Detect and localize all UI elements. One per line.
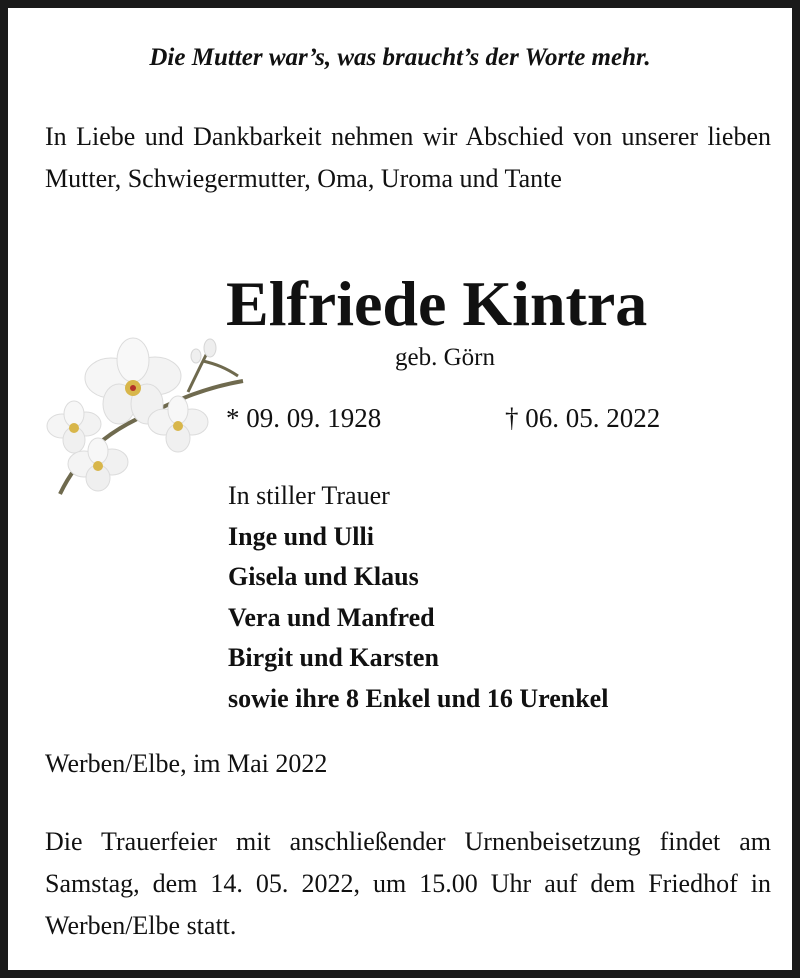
mourners-block bbox=[228, 476, 608, 719]
mourner-name: Vera und Manfred bbox=[228, 602, 435, 632]
deceased-name: Elfriede Kintra bbox=[226, 268, 648, 339]
mourner-name: Birgit und Karsten bbox=[228, 643, 439, 672]
orchid-icon bbox=[38, 326, 253, 501]
funeral-notice: Die Trauerfeier mit anschließender Urnenbeisetzung findet am Samstag, dem 14. 05. 2022, um 15.00 Uhr auf dem Friedhof in Werben/Elbe statt. bbox=[45, 827, 771, 940]
intro-text: In Liebe und Dankbarkeit nehmen wir Abschied von unserer lieben Mutter, Schwiegermutter, Oma, Uroma und Tante bbox=[45, 122, 771, 193]
mourner-name: Inge und Ulli bbox=[228, 521, 374, 551]
birth-date: * 09. 09. 1928 bbox=[226, 403, 382, 433]
place-date: Werben/Elbe, im Mai 2022 bbox=[45, 749, 328, 778]
maiden-name: geb. Görn bbox=[395, 344, 495, 371]
death-date: † 06. 05. 2022 bbox=[505, 403, 661, 433]
mourner-name: sowie ihre 8 Enkel und 16 Urenkel bbox=[228, 683, 609, 713]
mourner-name: Gisela und Klaus bbox=[228, 562, 419, 591]
motto: Die Mutter war’s, was braucht’s der Worte mehr. bbox=[149, 44, 651, 71]
mourners-heading: In stiller Trauer bbox=[228, 481, 390, 510]
